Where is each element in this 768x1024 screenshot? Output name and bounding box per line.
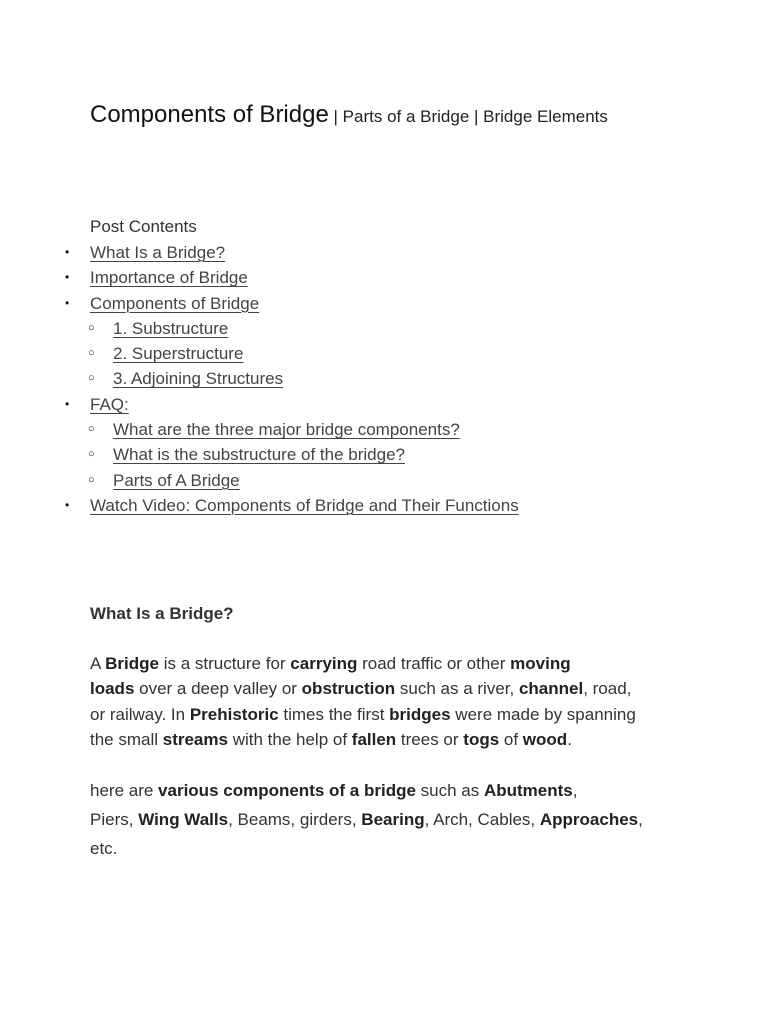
toc-item (90, 417, 519, 442)
bold-text: streams (162, 729, 228, 749)
bold-text: togs (463, 729, 500, 749)
bold-text: Approaches (539, 810, 639, 829)
text-run: Piers, (90, 810, 139, 829)
toc-link[interactable]: 2. Superstructure (113, 344, 244, 364)
toc-link[interactable]: FAQ: (90, 394, 129, 414)
toc-item (65, 493, 519, 518)
toc-link[interactable]: Components of Bridge (90, 293, 260, 313)
bold-text: various components of a bridge (158, 781, 416, 800)
text-run: times the first (278, 704, 390, 724)
disc-bullet-icon: • (65, 270, 70, 285)
circle-bullet-icon: ○ (88, 372, 95, 385)
bold-text: fallen (351, 729, 397, 749)
text-run: , (572, 781, 578, 800)
toc-item (90, 442, 519, 467)
circle-bullet-icon: ○ (88, 347, 95, 360)
bold-text: Prehistoric (189, 704, 279, 724)
text-run: , road, (583, 679, 632, 699)
bold-text: loads (90, 679, 135, 699)
text-run: , Beams, girders, (228, 810, 362, 829)
disc-bullet-icon: • (65, 396, 70, 411)
text-run: road traffic or other (357, 654, 511, 673)
bold-text: moving (510, 654, 571, 673)
toc-item (90, 366, 519, 391)
toc-item (65, 265, 519, 290)
bold-text: Abutments (483, 781, 573, 800)
bold-text: obstruction (301, 679, 396, 699)
circle-bullet-icon: ○ (88, 321, 95, 334)
circle-bullet-icon: ○ (88, 473, 95, 486)
circle-bullet-icon: ○ (88, 423, 95, 436)
toc-link[interactable]: Watch Video: Components of Bridge and Their Functions (90, 495, 519, 515)
toc-link[interactable]: What are the three major bridge components? (113, 420, 460, 440)
text-run: etc. (90, 839, 118, 858)
text-run: such as a river, (395, 679, 519, 699)
intro-paragraph (90, 651, 690, 752)
text-run: A (90, 654, 106, 673)
components-paragraph (90, 776, 690, 863)
bold-text: Wing Walls (138, 810, 229, 829)
text-run: with the help of (227, 729, 352, 749)
toc-link[interactable]: 3. Adjoining Structures (113, 369, 284, 389)
text-run: the small (90, 729, 163, 749)
toc-item (90, 341, 519, 366)
text-run: , Arch, Cables, (424, 810, 540, 829)
toc-item (65, 392, 519, 417)
disc-bullet-icon: • (65, 497, 70, 512)
bold-text: carrying (290, 654, 358, 673)
bold-text: channel (518, 679, 584, 699)
toc-heading: Post Contents (90, 217, 197, 236)
text-run: . (567, 729, 572, 749)
title-main: Components of Bridge (90, 101, 329, 128)
text-run: here are (90, 781, 159, 800)
text-run: such as (415, 781, 484, 800)
toc-link[interactable]: What Is a Bridge? (90, 243, 226, 262)
toc-item (65, 240, 519, 265)
text-run: of (499, 729, 523, 749)
text-run: were made by spanning (450, 704, 636, 724)
page-title (90, 94, 608, 134)
toc-link[interactable]: 1. Substructure (113, 318, 229, 338)
bold-text: wood (522, 729, 568, 749)
text-run: trees or (396, 729, 464, 749)
toc-item (90, 316, 519, 341)
text-run: is a structure for (158, 654, 291, 673)
circle-bullet-icon: ○ (88, 448, 95, 461)
section-heading: What Is a Bridge? (90, 604, 234, 623)
bold-text: Bearing (361, 810, 425, 829)
title-subtitle: | Parts of a Bridge | Bridge Elements (328, 107, 608, 126)
table-of-contents (65, 240, 519, 518)
toc-link[interactable]: What is the substructure of the bridge? (113, 445, 405, 465)
bold-text: Bridge (105, 654, 159, 673)
text-run: , (638, 810, 643, 829)
disc-bullet-icon: • (65, 295, 70, 310)
toc-item (65, 291, 519, 316)
disc-bullet-icon: • (65, 245, 70, 259)
bold-text: bridges (389, 704, 451, 724)
toc-link[interactable]: Importance of Bridge (90, 268, 248, 288)
text-run: over a deep valley or (134, 679, 302, 699)
text-run: or railway. In (90, 704, 190, 724)
toc-item (90, 468, 519, 493)
toc-link[interactable]: Parts of A Bridge (113, 470, 240, 490)
